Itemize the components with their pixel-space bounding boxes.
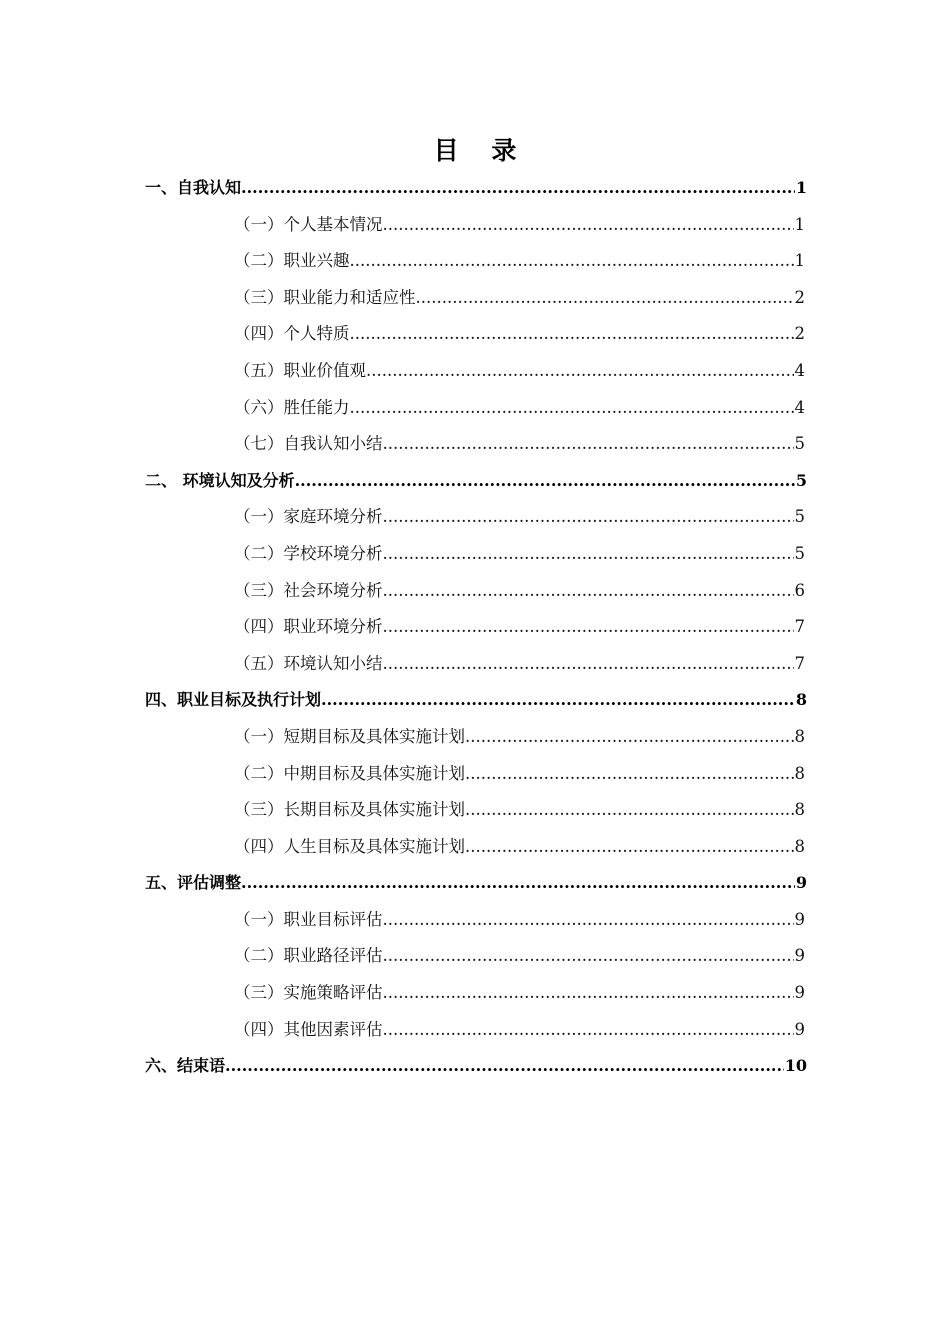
toc-entry-text: （二）中期目标及具体实施计划 <box>234 763 465 783</box>
toc-dot-leader <box>383 1012 794 1049</box>
toc-page-number: 9 <box>794 909 805 929</box>
toc-subsection-entry[interactable] <box>145 756 807 793</box>
toc-entry-text: （一）个人基本情况 <box>234 214 383 234</box>
toc-entry-text: （一）短期目标及具体实施计划 <box>234 726 465 746</box>
toc-dot-leader <box>350 316 794 353</box>
toc-subsection-entry[interactable] <box>145 390 807 427</box>
toc-dot-leader <box>383 207 794 244</box>
toc-subsection-entry[interactable] <box>145 280 807 317</box>
toc-entry-text: （四）人生目标及具体实施计划 <box>234 836 465 856</box>
toc-page-number: 5 <box>794 543 805 563</box>
toc-entry-text: 四、职业目标及执行计划 <box>145 690 322 710</box>
toc-entry-text: （五）职业价值观 <box>234 360 366 380</box>
toc-dot-leader <box>241 170 795 207</box>
toc-subsection-entry[interactable] <box>145 536 807 573</box>
toc-subsection-entry[interactable] <box>145 1012 807 1049</box>
toc-entry-text: （五）环境认知小结 <box>234 653 383 673</box>
toc-page-number: 4 <box>794 360 805 380</box>
toc-entry-text: （六）胜任能力 <box>234 397 350 417</box>
toc-dot-leader <box>241 865 795 902</box>
toc-entry-text: （二）职业兴趣 <box>234 251 350 271</box>
toc-subsection-entry[interactable] <box>145 609 807 646</box>
toc-page-number: 2 <box>794 287 805 307</box>
toc-page-number: 8 <box>794 800 805 820</box>
toc-subsection-entry[interactable] <box>145 975 807 1012</box>
toc-subsection-entry[interactable] <box>145 426 807 463</box>
toc-dot-leader <box>350 243 794 280</box>
toc-subsection-entry[interactable] <box>145 719 807 756</box>
toc-entry-text: （一）职业目标评估 <box>234 909 383 929</box>
toc-page-number: 8 <box>794 836 805 856</box>
toc-page-number: 5 <box>794 434 805 454</box>
toc-subsection-entry[interactable] <box>145 829 807 866</box>
toc-section-entry[interactable] <box>145 682 807 719</box>
toc-page-number: 7 <box>794 653 805 673</box>
toc-dot-leader <box>383 609 794 646</box>
toc-subsection-entry[interactable] <box>145 243 807 280</box>
toc-page-number: 1 <box>795 178 807 197</box>
toc-dot-leader <box>225 1048 784 1085</box>
toc-section-entry[interactable] <box>145 463 807 500</box>
toc-page-number: 5 <box>795 470 807 490</box>
toc-dot-leader <box>383 938 794 975</box>
toc-subsection-entry[interactable] <box>145 938 807 975</box>
toc-list <box>145 170 807 1085</box>
toc-entry-text: 六、结束语 <box>145 1056 226 1076</box>
toc-dot-leader <box>465 829 794 866</box>
toc-entry-text: （一）家庭环境分析 <box>234 507 383 527</box>
toc-page-number: 5 <box>794 507 805 527</box>
toc-entry-text: 一、自我认知 <box>145 178 242 197</box>
toc-page-number: 6 <box>794 580 805 600</box>
toc-page-number: 9 <box>794 983 805 1003</box>
toc-page-number: 9 <box>794 946 805 966</box>
toc-subsection-entry[interactable] <box>145 353 807 390</box>
toc-entry-text: （四）职业环境分析 <box>234 617 383 637</box>
toc-dot-leader <box>383 646 794 683</box>
toc-dot-leader <box>383 902 794 939</box>
toc-dot-leader <box>383 975 794 1012</box>
toc-subsection-entry[interactable] <box>145 573 807 610</box>
toc-subsection-entry[interactable] <box>145 792 807 829</box>
toc-page-number: 2 <box>794 324 805 344</box>
toc-dot-leader <box>416 280 794 317</box>
toc-page-number: 8 <box>794 763 805 783</box>
toc-entry-text: 五、评估调整 <box>145 873 242 893</box>
toc-page-number: 4 <box>794 397 805 417</box>
toc-subsection-entry[interactable] <box>145 207 807 244</box>
toc-subsection-entry[interactable] <box>145 646 807 683</box>
toc-entry-text: （三）长期目标及具体实施计划 <box>234 800 465 820</box>
toc-page-number: 1 <box>794 251 805 271</box>
toc-dot-leader <box>383 426 794 463</box>
toc-dot-leader <box>383 499 794 536</box>
toc-page-number: 8 <box>795 690 807 710</box>
toc-dot-leader <box>465 792 794 829</box>
toc-dot-leader <box>350 390 794 427</box>
toc-subsection-entry[interactable] <box>145 499 807 536</box>
toc-section-entry[interactable] <box>145 170 807 207</box>
toc-section-entry[interactable] <box>145 1048 807 1085</box>
toc-entry-text: （三）社会环境分析 <box>234 580 383 600</box>
toc-title: 目 录 <box>433 136 529 165</box>
toc-subsection-entry[interactable] <box>145 316 807 353</box>
toc-entry-text: （二）职业路径评估 <box>234 946 383 966</box>
toc-section-entry[interactable] <box>145 865 807 902</box>
toc-entry-text: （三）实施策略评估 <box>234 983 383 1003</box>
toc-subsection-entry[interactable] <box>145 902 807 939</box>
toc-dot-leader <box>383 536 794 573</box>
toc-entry-text: （四）个人特质 <box>234 324 350 344</box>
toc-page-number: 1 <box>794 214 805 234</box>
toc-dot-leader <box>383 573 794 610</box>
toc-page-number: 7 <box>794 617 805 637</box>
toc-page-number: 9 <box>795 873 807 893</box>
toc-page-number: 8 <box>794 726 805 746</box>
toc-entry-text: （二）学校环境分析 <box>234 543 383 563</box>
toc-dot-leader <box>465 719 794 756</box>
toc-dot-leader <box>465 756 794 793</box>
toc-page-number: 9 <box>794 1019 805 1039</box>
toc-entry-text: 二、 环境认知及分析 <box>145 470 295 490</box>
toc-page-number: 10 <box>784 1056 807 1076</box>
toc-entry-text: （三）职业能力和适应性 <box>234 287 416 307</box>
toc-entry-text: （七）自我认知小结 <box>234 434 383 454</box>
toc-dot-leader <box>321 682 795 719</box>
toc-entry-text: （四）其他因素评估 <box>234 1019 383 1039</box>
toc-dot-leader <box>366 353 794 390</box>
toc-dot-leader <box>295 463 795 500</box>
